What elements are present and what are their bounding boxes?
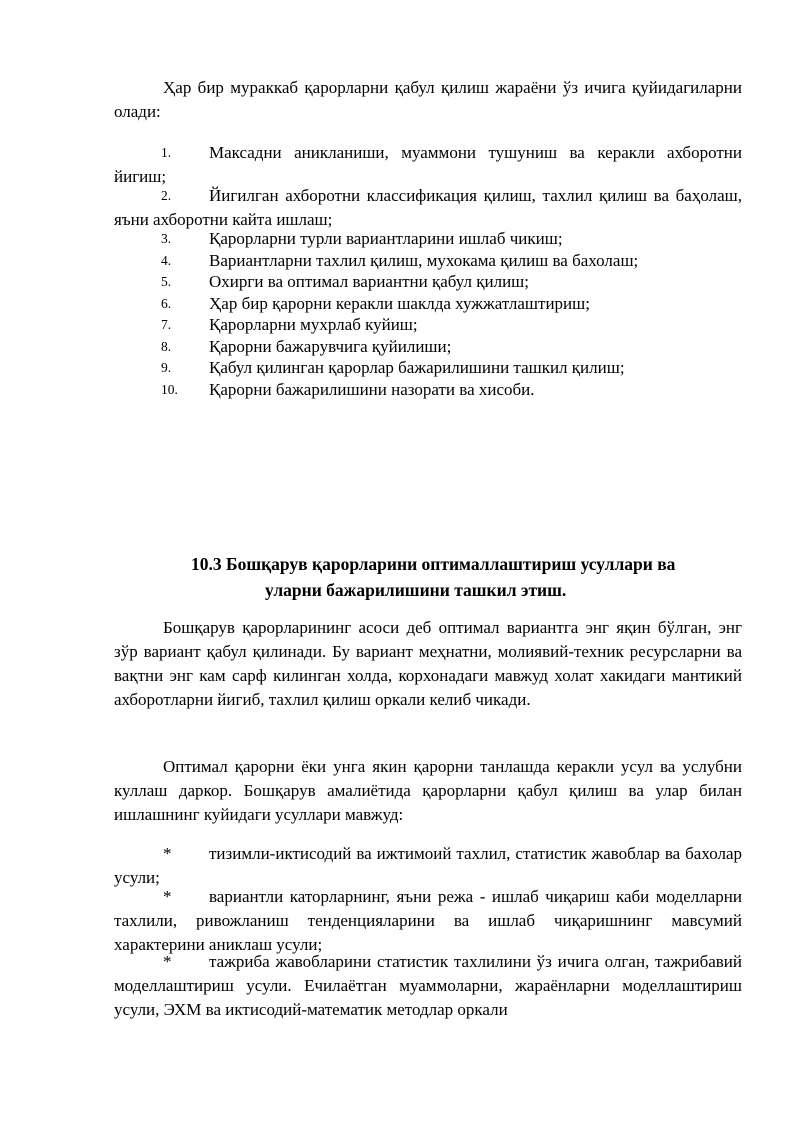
bullet-mark: * (163, 887, 172, 906)
body-paragraph-1: Бошқарув қарорларининг асоси деб оптимал вариантга энг яқин бўлган, энг зўр вариант қабул қилинади. Бу вариант меҳнатни, молиявий-техник ресурсларни ва вақтни энг кам сарф килинган холда, корхонадаги мавжуд холат хакидаги мантикий ахборотларни йигиб, тахлил қилиш оркали келиб чикади. (114, 618, 742, 709)
list-item-text: Қарорни бажарувчига қуйилиши; (209, 337, 452, 356)
bullet-item-text: тизимли-иктисодий ва ижтимоий тахлил, статистик жавоблар ва бахолар усули; (114, 844, 742, 887)
list-number: 5. (161, 274, 172, 289)
body-paragraph-2: Оптимал қарорни ёки унга якин қарорни танлашда керакли усул ва услубни куллаш даркор. Бошқарув амалиётида қарорларни қабул қилиш ва улар билан ишлашнинг куйидаги усуллари мавжуд: (114, 757, 742, 824)
list-number: 4. (161, 253, 172, 268)
list-item-text: Қарорларни турли вариантларини ишлаб чикиш; (209, 229, 563, 248)
bullet-mark: * (163, 952, 172, 971)
section-heading-line2: уларни бажарилишини ташкил этиш. (265, 580, 567, 600)
list-number: 2. (161, 188, 172, 203)
bullet-item-text: вариантли каторларнинг, яъни режа - ишлаб чиқариш каби моделларни тахлили, ривожланиш тенденцияларини ва ишлаб чиқаришнинг мавсумий характерини аниклаш усули; (114, 887, 742, 954)
list-number: 9. (161, 360, 172, 375)
list-item-text: Қабул қилинган қарорлар бажарилишини ташкил қилиш; (209, 358, 625, 377)
bullet-mark: * (163, 844, 172, 863)
list-item-text: Йигилган ахборотни классификация қилиш, тахлил қилиш ва баҳолаш, яъни ахборотни кайта ишлаш; (114, 186, 742, 229)
list-item-text: Ҳар бир қарорни керакли шаклда хужжатлаштириш; (209, 294, 590, 313)
list-number: 10. (161, 382, 178, 397)
bullet-item-text: тажриба жавобларини статистик тахлилини ўз ичига олган, тажрибавий моделлаштириш усули. Ечилаётган муаммоларни, жараёнларни моделлаштириш усули, ЭХМ ва иктисодий-математик методлар оркали (114, 952, 742, 1019)
list-number: 7. (161, 317, 172, 332)
list-number: 8. (161, 339, 172, 354)
list-item-text: Қарорларни мухрлаб куйиш; (209, 315, 418, 334)
list-number: 6. (161, 296, 172, 311)
list-item-text: Вариантларни тахлил қилиш, мухокама қилиш ва бахолаш; (209, 251, 639, 270)
list-item-text: Қарорни бажарилишини назорати ва хисоби. (209, 380, 535, 399)
list-number: 1. (161, 145, 172, 160)
list-item-text: Охирги ва оптимал вариантни қабул қилиш; (209, 272, 529, 291)
intro-paragraph: Ҳар бир мураккаб қарорларни қабул қилиш жараёни ўз ичига қуйидагиларни олади: (114, 78, 742, 121)
list-item-text: Максадни аникланиши, муаммони тушуниш ва керакли ахборотни йигиш; (114, 143, 742, 186)
list-number: 3. (161, 231, 172, 246)
section-heading-line1: 10.3 Бошқарув қарорларини оптималлаштириш усуллари ва (191, 554, 676, 574)
